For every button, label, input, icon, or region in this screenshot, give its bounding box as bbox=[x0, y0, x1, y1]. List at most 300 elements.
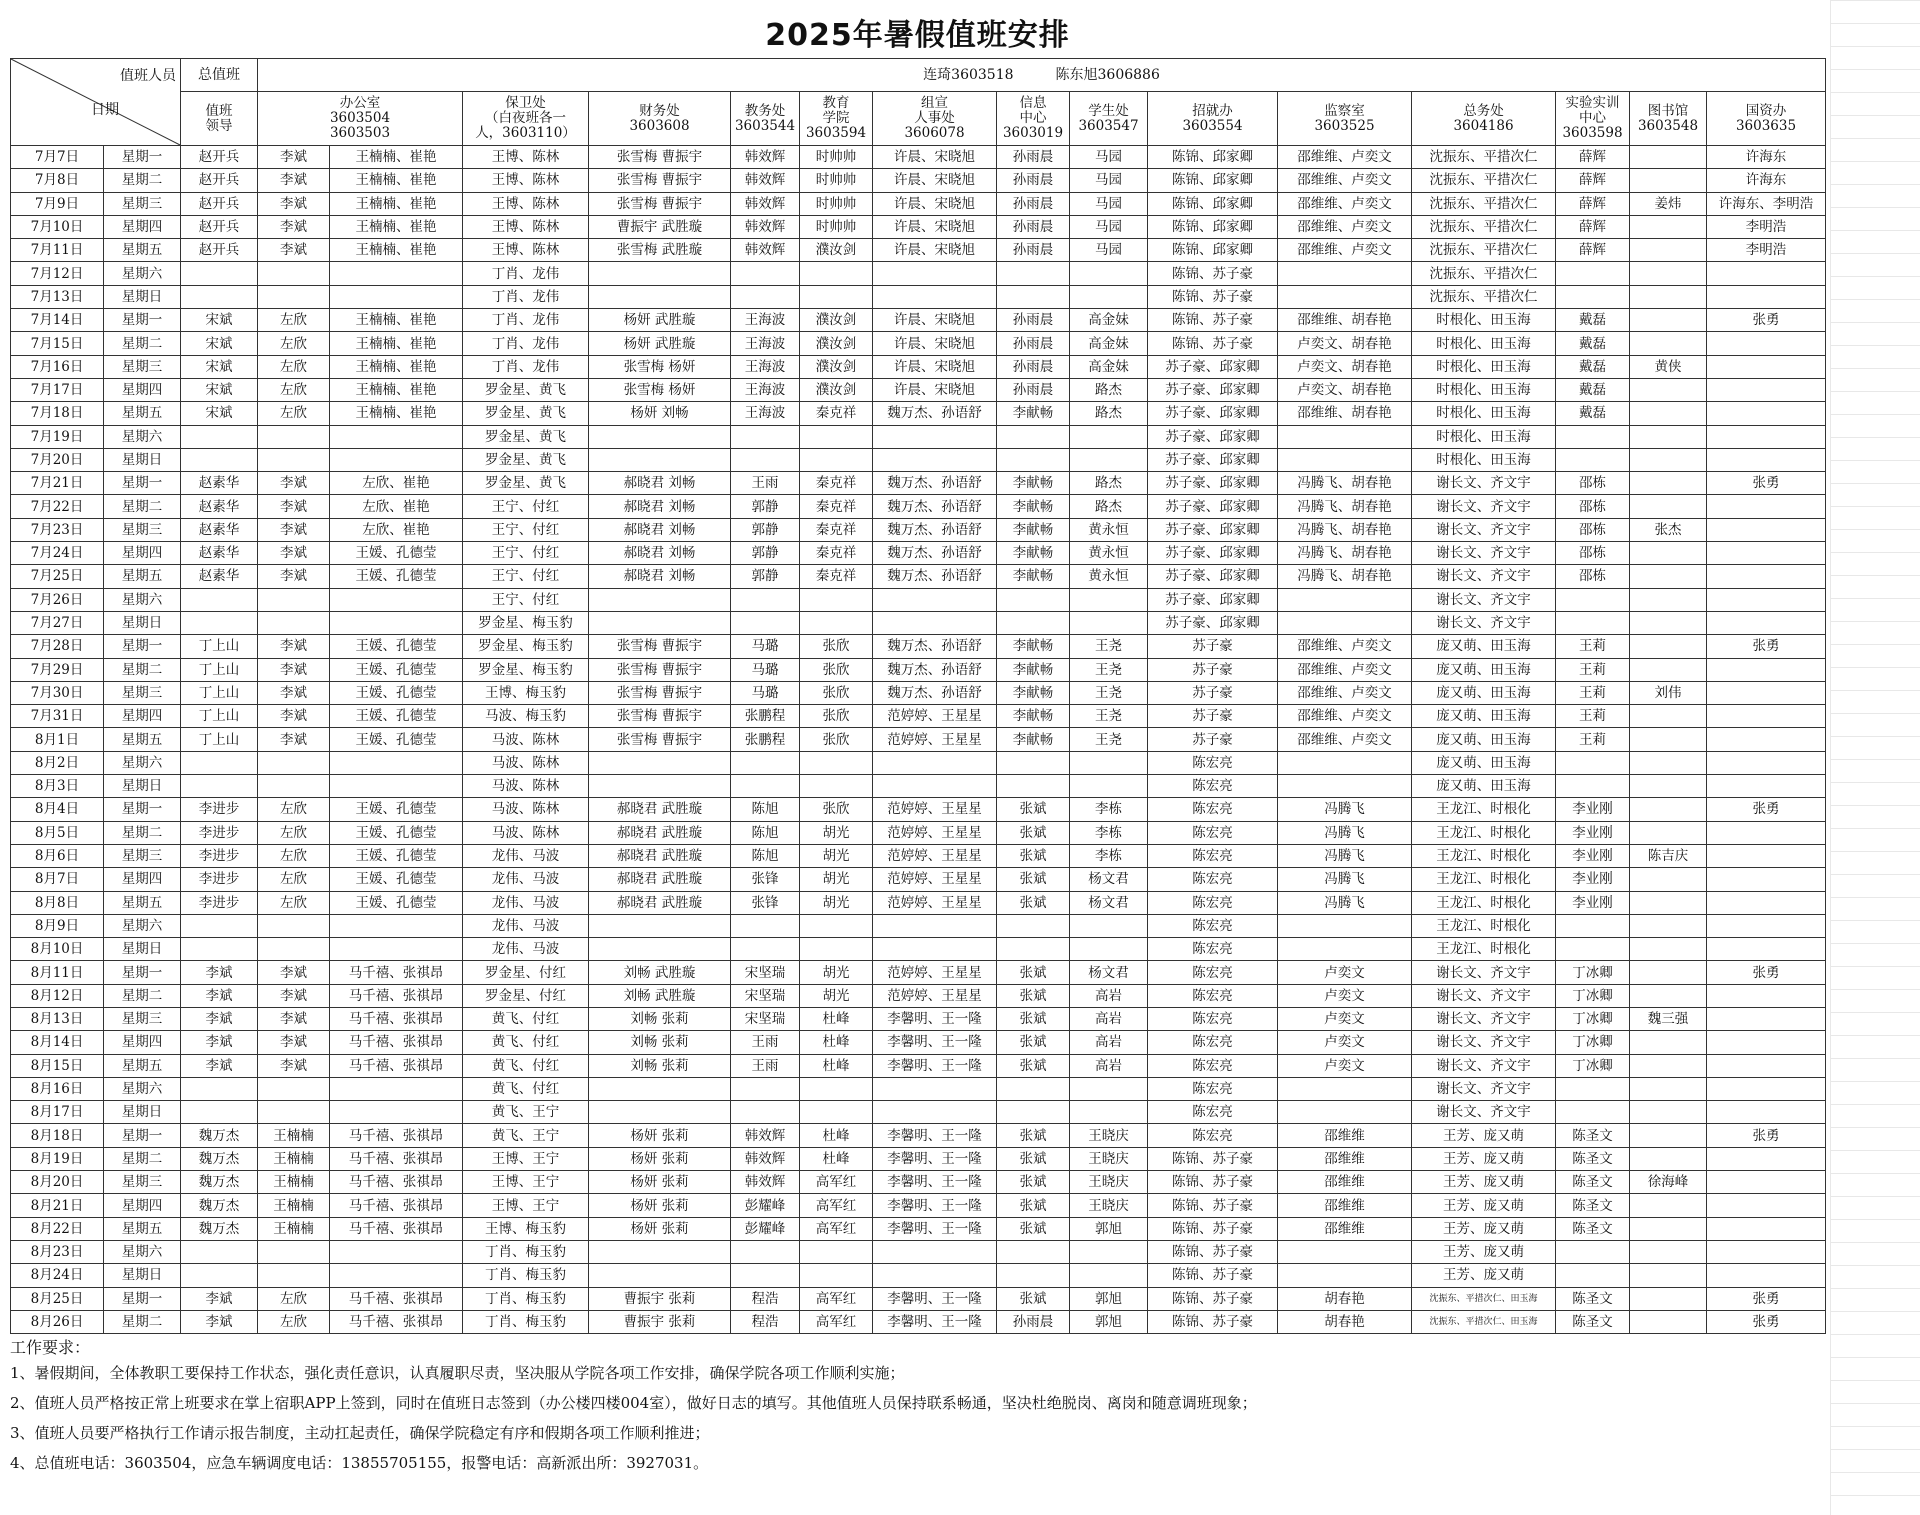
asset-office-cell bbox=[1707, 1264, 1826, 1287]
library-cell bbox=[1630, 961, 1707, 984]
header-line: 3603503 bbox=[329, 125, 391, 141]
supervision-cell: 胡春艳 bbox=[1278, 1287, 1412, 1310]
library-cell bbox=[1630, 1054, 1707, 1077]
requirement-item: 4、总值班电话：3603504，应急车辆调度电话：13855705155，报警电话：高新派出所：3927031。 bbox=[10, 1454, 709, 1473]
general-affairs-cell: 王龙江、时根化 bbox=[1412, 868, 1556, 891]
leader-cell: 魏万杰 bbox=[181, 1194, 258, 1217]
general-affairs-cell: 王芳、庞又萌 bbox=[1412, 1217, 1556, 1240]
student-affairs-cell: 黄永恒 bbox=[1070, 518, 1148, 541]
lab-center-cell: 邵栋 bbox=[1556, 495, 1630, 518]
office-cell-2: 王楠楠、崔艳 bbox=[330, 378, 463, 401]
academic-cell: 张锋 bbox=[731, 891, 800, 914]
supervision-cell: 邵维维、卢奕文 bbox=[1278, 215, 1412, 238]
student-affairs-cell: 马园 bbox=[1070, 192, 1148, 215]
lab-center-cell: 李业刚 bbox=[1556, 844, 1630, 867]
academic-cell: 王海波 bbox=[731, 332, 800, 355]
security-cell: 龙伟、马波 bbox=[463, 938, 589, 961]
security-cell: 王博、王宁 bbox=[463, 1147, 589, 1170]
student-affairs-cell: 杨文君 bbox=[1070, 891, 1148, 914]
date-cell: 7月14日 bbox=[11, 309, 104, 332]
date-cell: 8月21日 bbox=[11, 1194, 104, 1217]
student-affairs-cell: 马园 bbox=[1070, 215, 1148, 238]
office-cell-1: 李斌 bbox=[258, 1054, 330, 1077]
general-affairs-cell: 王龙江、时根化 bbox=[1412, 844, 1556, 867]
academic-cell: 宋坚瑞 bbox=[731, 961, 800, 984]
academic-cell: 马璐 bbox=[731, 681, 800, 704]
employment-cell: 苏子豪 bbox=[1148, 728, 1278, 751]
weekday-cell: 星期三 bbox=[104, 844, 181, 867]
employment-cell: 苏子豪、邱家卿 bbox=[1148, 611, 1278, 634]
leader-cell: 李斌 bbox=[181, 1031, 258, 1054]
employment-cell: 陈宏亮 bbox=[1148, 868, 1278, 891]
supervision-cell: 邵维维、卢奕文 bbox=[1278, 192, 1412, 215]
finance-cell: 刘畅 张莉 bbox=[589, 1054, 731, 1077]
employment-cell: 陈锦、苏子豪 bbox=[1148, 332, 1278, 355]
info-center-cell: 张斌 bbox=[997, 1287, 1070, 1310]
leader-cell: 宋斌 bbox=[181, 309, 258, 332]
employment-cell: 陈宏亮 bbox=[1148, 938, 1278, 961]
info-center-cell: 张斌 bbox=[997, 1147, 1070, 1170]
employment-cell: 陈锦、苏子豪 bbox=[1148, 1264, 1278, 1287]
department-header bbox=[1707, 92, 1826, 146]
employment-cell: 苏子豪 bbox=[1148, 681, 1278, 704]
office-cell-2: 王媛、孔德莹 bbox=[330, 821, 463, 844]
info-center-cell: 张斌 bbox=[997, 1194, 1070, 1217]
finance-cell: 张雪梅 杨妍 bbox=[589, 355, 731, 378]
security-cell: 王博、陈林 bbox=[463, 146, 589, 169]
general-affairs-cell: 庞又萌、田玉海 bbox=[1412, 658, 1556, 681]
lab-center-cell: 薛辉 bbox=[1556, 169, 1630, 192]
supervision-cell: 邵维维、卢奕文 bbox=[1278, 705, 1412, 728]
finance-cell: 杨妍 张莉 bbox=[589, 1124, 731, 1147]
academic-cell: 陈旭 bbox=[731, 821, 800, 844]
academic-cell: 陈旭 bbox=[731, 844, 800, 867]
education-cell: 张欣 bbox=[800, 658, 873, 681]
office-cell-1 bbox=[258, 285, 330, 308]
employment-cell: 陈宏亮 bbox=[1148, 1124, 1278, 1147]
office-cell-1: 左欣 bbox=[258, 798, 330, 821]
table-row bbox=[11, 285, 1826, 308]
office-cell-2: 王媛、孔德莹 bbox=[330, 658, 463, 681]
date-cell: 8月22日 bbox=[11, 1217, 104, 1240]
info-center-cell: 李献畅 bbox=[997, 635, 1070, 658]
date-cell: 8月6日 bbox=[11, 844, 104, 867]
personnel-cell: 许晨、宋晓旭 bbox=[873, 309, 997, 332]
lab-center-cell: 邵栋 bbox=[1556, 518, 1630, 541]
personnel-cell: 范婷婷、王星星 bbox=[873, 821, 997, 844]
table-row bbox=[11, 1007, 1826, 1030]
asset-office-cell bbox=[1707, 984, 1826, 1007]
education-cell: 张欣 bbox=[800, 705, 873, 728]
security-cell: 丁肖、梅玉豹 bbox=[463, 1264, 589, 1287]
education-cell: 濮汝剑 bbox=[800, 239, 873, 262]
leader-cell: 李斌 bbox=[181, 984, 258, 1007]
info-center-cell: 张斌 bbox=[997, 1124, 1070, 1147]
header-line: 学院 bbox=[822, 110, 850, 126]
leader-cell: 李斌 bbox=[181, 961, 258, 984]
employment-cell: 陈宏亮 bbox=[1148, 1077, 1278, 1100]
supervision-cell: 邵维维、卢奕文 bbox=[1278, 681, 1412, 704]
library-cell bbox=[1630, 285, 1707, 308]
leader-cell: 李进步 bbox=[181, 844, 258, 867]
security-cell: 王博、陈林 bbox=[463, 169, 589, 192]
office-cell-1: 李斌 bbox=[258, 635, 330, 658]
education-cell bbox=[800, 938, 873, 961]
supervision-cell bbox=[1278, 425, 1412, 448]
general-affairs-cell: 时根化、田玉海 bbox=[1412, 309, 1556, 332]
security-cell: 罗金星、黄飞 bbox=[463, 378, 589, 401]
education-cell: 杜峰 bbox=[800, 1124, 873, 1147]
supervision-cell: 卢奕文 bbox=[1278, 961, 1412, 984]
asset-office-cell bbox=[1707, 332, 1826, 355]
date-cell: 8月10日 bbox=[11, 938, 104, 961]
security-cell: 丁肖、梅玉豹 bbox=[463, 1310, 589, 1333]
student-affairs-cell: 王晓庆 bbox=[1070, 1194, 1148, 1217]
academic-cell: 韩效辉 bbox=[731, 239, 800, 262]
general-affairs-cell: 王龙江、时根化 bbox=[1412, 938, 1556, 961]
office-cell-2 bbox=[330, 938, 463, 961]
table-row bbox=[11, 518, 1826, 541]
weekday-cell: 星期三 bbox=[104, 681, 181, 704]
info-center-cell: 张斌 bbox=[997, 1054, 1070, 1077]
employment-cell: 苏子豪 bbox=[1148, 658, 1278, 681]
student-affairs-cell: 李栋 bbox=[1070, 798, 1148, 821]
library-cell bbox=[1630, 1194, 1707, 1217]
leader-cell bbox=[181, 448, 258, 471]
table-row bbox=[11, 821, 1826, 844]
date-cell: 8月18日 bbox=[11, 1124, 104, 1147]
student-affairs-cell: 郭旭 bbox=[1070, 1310, 1148, 1333]
weekday-cell: 星期六 bbox=[104, 914, 181, 937]
employment-cell: 陈宏亮 bbox=[1148, 1054, 1278, 1077]
student-affairs-cell: 王尧 bbox=[1070, 658, 1148, 681]
security-cell: 王博、梅玉豹 bbox=[463, 1217, 589, 1240]
weekday-cell: 星期二 bbox=[104, 332, 181, 355]
asset-office-cell bbox=[1707, 542, 1826, 565]
date-cell: 7月18日 bbox=[11, 402, 104, 425]
employment-cell: 陈锦、邱家卿 bbox=[1148, 169, 1278, 192]
education-cell: 时帅帅 bbox=[800, 192, 873, 215]
table-row bbox=[11, 635, 1826, 658]
header-line: 实验实训 bbox=[1565, 95, 1620, 111]
info-center-cell: 张斌 bbox=[997, 868, 1070, 891]
supervision-cell bbox=[1278, 588, 1412, 611]
library-cell bbox=[1630, 1287, 1707, 1310]
general-duty-contacts: 连琦3603518 陈东旭3606886 bbox=[258, 59, 1826, 92]
department-header bbox=[1148, 92, 1278, 146]
department-header bbox=[1412, 92, 1556, 146]
supervision-cell bbox=[1278, 285, 1412, 308]
personnel-cell: 魏万杰、孙语舒 bbox=[873, 518, 997, 541]
asset-office-cell bbox=[1707, 868, 1826, 891]
leader-cell: 宋斌 bbox=[181, 332, 258, 355]
asset-office-cell bbox=[1707, 1147, 1826, 1170]
corner-label-date: 日期 bbox=[91, 102, 119, 118]
lab-center-cell: 戴磊 bbox=[1556, 332, 1630, 355]
leader-cell bbox=[181, 1240, 258, 1263]
header-line: 3603598 bbox=[1562, 125, 1623, 141]
student-affairs-cell: 王尧 bbox=[1070, 728, 1148, 751]
academic-cell: 王雨 bbox=[731, 472, 800, 495]
info-center-cell: 李献畅 bbox=[997, 565, 1070, 588]
academic-cell: 王海波 bbox=[731, 355, 800, 378]
date-cell: 8月17日 bbox=[11, 1101, 104, 1124]
lab-center-cell: 丁冰卿 bbox=[1556, 1031, 1630, 1054]
academic-cell: 张鹏程 bbox=[731, 728, 800, 751]
supervision-cell: 卢奕文、胡春艳 bbox=[1278, 378, 1412, 401]
general-affairs-cell: 谢长文、齐文宇 bbox=[1412, 1031, 1556, 1054]
info-center-cell: 张斌 bbox=[997, 844, 1070, 867]
lab-center-cell: 王莉 bbox=[1556, 705, 1630, 728]
header-line: （白夜班各一 bbox=[485, 110, 566, 126]
office-cell-2: 马千禧、张祺昂 bbox=[330, 1031, 463, 1054]
header-line: 3603635 bbox=[1735, 117, 1797, 134]
header-line: 3603554 bbox=[1182, 117, 1243, 134]
academic-cell: 韩效辉 bbox=[731, 1171, 800, 1194]
supervision-cell: 冯腾飞 bbox=[1278, 798, 1412, 821]
supervision-cell: 邵维维、胡春艳 bbox=[1278, 309, 1412, 332]
info-center-cell bbox=[997, 1240, 1070, 1263]
weekday-cell: 星期六 bbox=[104, 425, 181, 448]
student-affairs-cell bbox=[1070, 425, 1148, 448]
personnel-cell: 李馨明、王一隆 bbox=[873, 1217, 997, 1240]
office-cell-1: 李斌 bbox=[258, 472, 330, 495]
security-cell: 龙伟、马波 bbox=[463, 914, 589, 937]
student-affairs-cell: 王尧 bbox=[1070, 705, 1148, 728]
supervision-cell: 邵维维、胡春艳 bbox=[1278, 402, 1412, 425]
general-affairs-cell: 王芳、庞又萌 bbox=[1412, 1124, 1556, 1147]
leader-cell: 魏万杰 bbox=[181, 1217, 258, 1240]
student-affairs-cell: 路杰 bbox=[1070, 402, 1148, 425]
info-center-cell: 李献畅 bbox=[997, 728, 1070, 751]
table-row bbox=[11, 775, 1826, 798]
academic-cell: 张鹏程 bbox=[731, 705, 800, 728]
table-row bbox=[11, 868, 1826, 891]
info-center-cell: 张斌 bbox=[997, 798, 1070, 821]
header-line: 保卫处 bbox=[505, 95, 546, 111]
personnel-cell: 魏万杰、孙语舒 bbox=[873, 402, 997, 425]
leader-cell bbox=[181, 775, 258, 798]
weekday-cell: 星期日 bbox=[104, 1264, 181, 1287]
general-affairs-cell: 庞又萌、田玉海 bbox=[1412, 635, 1556, 658]
weekday-cell: 星期五 bbox=[104, 1054, 181, 1077]
office-cell-1: 左欣 bbox=[258, 821, 330, 844]
library-cell bbox=[1630, 611, 1707, 634]
header-line: 领导 bbox=[205, 117, 233, 134]
employment-cell: 苏子豪、邱家卿 bbox=[1148, 425, 1278, 448]
leader-cell: 魏万杰 bbox=[181, 1124, 258, 1147]
supervision-cell bbox=[1278, 448, 1412, 471]
department-header bbox=[873, 92, 997, 146]
office-cell-2: 王媛、孔德莹 bbox=[330, 844, 463, 867]
office-cell-2 bbox=[330, 1077, 463, 1100]
general-duty-header: 总值班 bbox=[181, 59, 258, 92]
weekday-cell: 星期日 bbox=[104, 448, 181, 471]
office-cell-2 bbox=[330, 775, 463, 798]
office-cell-2: 马千禧、张祺昂 bbox=[330, 1124, 463, 1147]
info-center-cell: 张斌 bbox=[997, 1007, 1070, 1030]
table-row bbox=[11, 751, 1826, 774]
education-cell bbox=[800, 262, 873, 285]
corner-label-staff: 值班人员 bbox=[120, 68, 176, 84]
supervision-cell bbox=[1278, 262, 1412, 285]
requirement-item: 2、值班人员严格按正常上班要求在掌上宿职APP上签到，同时在值班日志签到（办公楼四楼004室），做好日志的填写。其他值班人员保持联系畅通，坚决杜绝脱岗、离岗和随意调班现象； bbox=[10, 1394, 1257, 1413]
header-line: 总务处 bbox=[1463, 102, 1504, 119]
header-line: 信息 bbox=[1019, 95, 1047, 111]
date-cell: 7月12日 bbox=[11, 262, 104, 285]
employment-cell: 陈宏亮 bbox=[1148, 775, 1278, 798]
leader-cell: 李斌 bbox=[181, 1287, 258, 1310]
date-cell: 8月20日 bbox=[11, 1171, 104, 1194]
weekday-cell: 星期二 bbox=[104, 1147, 181, 1170]
weekday-cell: 星期日 bbox=[104, 938, 181, 961]
office-cell-1: 李斌 bbox=[258, 239, 330, 262]
leader-cell: 赵开兵 bbox=[181, 215, 258, 238]
employment-cell: 陈宏亮 bbox=[1148, 891, 1278, 914]
education-cell: 高军红 bbox=[800, 1287, 873, 1310]
personnel-cell bbox=[873, 588, 997, 611]
leader-cell: 丁上山 bbox=[181, 681, 258, 704]
personnel-cell: 范婷婷、王星星 bbox=[873, 705, 997, 728]
office-cell-2: 王楠楠、崔艳 bbox=[330, 402, 463, 425]
office-cell-2: 马千禧、张祺昂 bbox=[330, 1310, 463, 1333]
date-cell: 8月2日 bbox=[11, 751, 104, 774]
library-cell bbox=[1630, 588, 1707, 611]
asset-office-cell: 张勇 bbox=[1707, 309, 1826, 332]
personnel-cell: 许晨、宋晓旭 bbox=[873, 378, 997, 401]
academic-cell: 彭耀峰 bbox=[731, 1194, 800, 1217]
finance-cell: 张雪梅 曹振宇 bbox=[589, 728, 731, 751]
weekday-cell: 星期一 bbox=[104, 635, 181, 658]
office-cell-2 bbox=[330, 751, 463, 774]
academic-cell: 韩效辉 bbox=[731, 192, 800, 215]
employment-cell: 陈锦、邱家卿 bbox=[1148, 239, 1278, 262]
supervision-cell: 邵维维 bbox=[1278, 1124, 1412, 1147]
lab-center-cell bbox=[1556, 448, 1630, 471]
asset-office-cell bbox=[1707, 1031, 1826, 1054]
date-cell: 7月19日 bbox=[11, 425, 104, 448]
office-cell-2: 王媛、孔德莹 bbox=[330, 891, 463, 914]
table-row bbox=[11, 1240, 1826, 1263]
general-affairs-cell: 庞又萌、田玉海 bbox=[1412, 751, 1556, 774]
table-row bbox=[11, 705, 1826, 728]
lab-center-cell: 王莉 bbox=[1556, 728, 1630, 751]
education-cell: 张欣 bbox=[800, 635, 873, 658]
supervision-cell: 冯腾飞、胡春艳 bbox=[1278, 565, 1412, 588]
library-cell bbox=[1630, 775, 1707, 798]
security-cell: 王宁、付红 bbox=[463, 565, 589, 588]
supervision-cell bbox=[1278, 775, 1412, 798]
employment-cell: 陈宏亮 bbox=[1148, 821, 1278, 844]
student-affairs-cell: 马园 bbox=[1070, 146, 1148, 169]
student-affairs-cell: 高金妹 bbox=[1070, 309, 1148, 332]
office-cell-2 bbox=[330, 1240, 463, 1263]
lab-center-cell: 戴磊 bbox=[1556, 402, 1630, 425]
office-cell-2: 马千禧、张祺昂 bbox=[330, 1287, 463, 1310]
office-cell-1: 左欣 bbox=[258, 355, 330, 378]
student-affairs-cell bbox=[1070, 938, 1148, 961]
general-affairs-cell: 时根化、田玉海 bbox=[1412, 448, 1556, 471]
info-center-cell bbox=[997, 751, 1070, 774]
supervision-cell: 冯腾飞 bbox=[1278, 868, 1412, 891]
office-cell-1: 左欣 bbox=[258, 378, 330, 401]
header-line: 3606078 bbox=[904, 125, 965, 141]
education-cell bbox=[800, 285, 873, 308]
personnel-cell: 许晨、宋晓旭 bbox=[873, 192, 997, 215]
asset-office-cell: 李明浩 bbox=[1707, 215, 1826, 238]
supervision-cell: 冯腾飞、胡春艳 bbox=[1278, 518, 1412, 541]
supervision-cell bbox=[1278, 1264, 1412, 1287]
header-line: 监察室 bbox=[1324, 102, 1365, 119]
office-cell-2: 王楠楠、崔艳 bbox=[330, 169, 463, 192]
date-cell: 7月25日 bbox=[11, 565, 104, 588]
security-cell: 丁肖、梅玉豹 bbox=[463, 1240, 589, 1263]
academic-cell: 郭静 bbox=[731, 565, 800, 588]
library-cell bbox=[1630, 1147, 1707, 1170]
security-cell: 王宁、付红 bbox=[463, 495, 589, 518]
header-line: 3603608 bbox=[629, 117, 690, 134]
leader-cell: 李进步 bbox=[181, 891, 258, 914]
office-cell-1 bbox=[258, 448, 330, 471]
employment-cell: 陈锦、邱家卿 bbox=[1148, 192, 1278, 215]
date-cell: 7月10日 bbox=[11, 215, 104, 238]
education-cell bbox=[800, 1101, 873, 1124]
info-center-cell bbox=[997, 938, 1070, 961]
general-affairs-cell: 庞又萌、田玉海 bbox=[1412, 775, 1556, 798]
finance-cell: 张雪梅 杨妍 bbox=[589, 378, 731, 401]
finance-cell: 郝晓君 刘畅 bbox=[589, 565, 731, 588]
leader-cell bbox=[181, 588, 258, 611]
personnel-cell bbox=[873, 1264, 997, 1287]
office-cell-1: 李斌 bbox=[258, 1007, 330, 1030]
employment-cell: 陈锦、苏子豪 bbox=[1148, 1217, 1278, 1240]
office-cell-1 bbox=[258, 1264, 330, 1287]
requirement-item: 1、暑假期间，全体教职工要保持工作状态，强化责任意识，认真履职尽责，坚决服从学院各项工作安排，确保学院各项工作顺利实施； bbox=[10, 1364, 905, 1383]
table-row bbox=[11, 332, 1826, 355]
finance-cell: 郝晓君 武胜璇 bbox=[589, 868, 731, 891]
info-center-cell: 张斌 bbox=[997, 1217, 1070, 1240]
student-affairs-cell: 黄永恒 bbox=[1070, 565, 1148, 588]
leader-cell: 丁上山 bbox=[181, 728, 258, 751]
supervision-cell: 冯腾飞 bbox=[1278, 891, 1412, 914]
security-cell: 王博、王宁 bbox=[463, 1171, 589, 1194]
asset-office-cell bbox=[1707, 355, 1826, 378]
personnel-cell bbox=[873, 285, 997, 308]
finance-cell: 杨妍 张莉 bbox=[589, 1171, 731, 1194]
finance-cell: 曹振宇 张莉 bbox=[589, 1310, 731, 1333]
header-line: 学生处 bbox=[1088, 102, 1129, 119]
finance-cell: 杨妍 武胜璇 bbox=[589, 309, 731, 332]
finance-cell: 张雪梅 武胜璇 bbox=[589, 239, 731, 262]
lab-center-cell: 薛辉 bbox=[1556, 192, 1630, 215]
personnel-cell: 许晨、宋晓旭 bbox=[873, 332, 997, 355]
finance-cell: 郝晓君 武胜璇 bbox=[589, 821, 731, 844]
personnel-cell bbox=[873, 938, 997, 961]
leader-cell: 丁上山 bbox=[181, 658, 258, 681]
weekday-cell: 星期三 bbox=[104, 355, 181, 378]
duty-table bbox=[10, 58, 1826, 1334]
finance-cell: 郝晓君 刘畅 bbox=[589, 542, 731, 565]
lab-center-cell bbox=[1556, 938, 1630, 961]
leader-cell bbox=[181, 1264, 258, 1287]
finance-cell bbox=[589, 914, 731, 937]
department-header bbox=[1070, 92, 1148, 146]
student-affairs-cell bbox=[1070, 588, 1148, 611]
info-center-cell: 李献畅 bbox=[997, 542, 1070, 565]
table-row bbox=[11, 192, 1826, 215]
lab-center-cell bbox=[1556, 1077, 1630, 1100]
weekday-cell: 星期二 bbox=[104, 984, 181, 1007]
